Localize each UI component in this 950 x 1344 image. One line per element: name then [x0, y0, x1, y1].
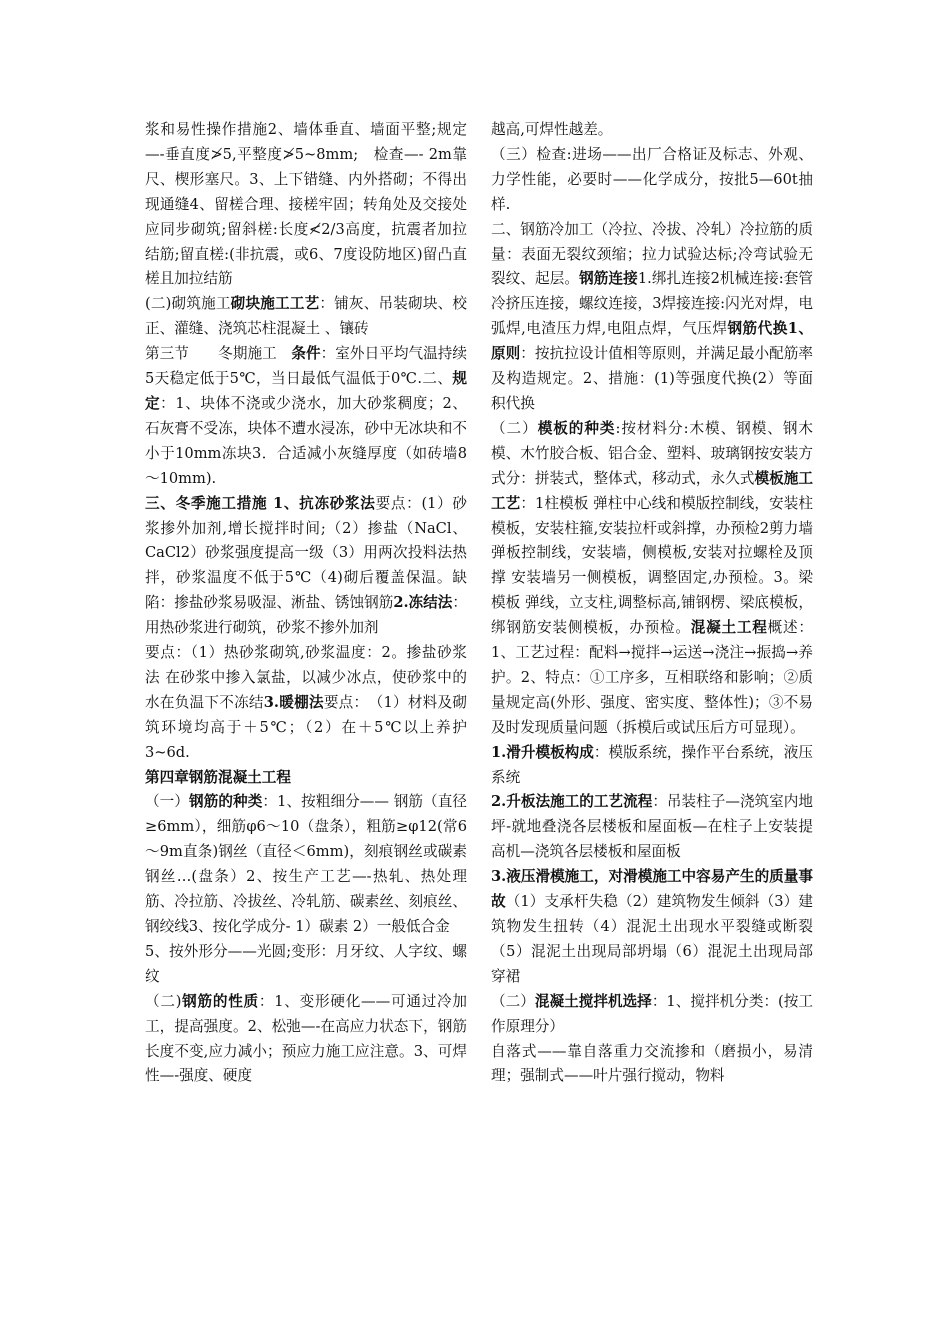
paragraph — [145, 292, 467, 342]
right-text-column — [491, 118, 813, 1089]
paragraph — [491, 741, 813, 791]
body-text: ：用热砂浆进行砌筑，砂浆不掺外加剂 — [145, 594, 467, 637]
body-text: :按材料分:木模、钢模、钢木模、木竹胶合板、铝合金、塑料、玻璃钢按安装方式分：拼装式，整体式，移动式，永久式 — [491, 419, 813, 487]
body-text: （二） — [491, 992, 535, 1010]
bold-heading-text: 2.升板法施工的工艺流程 — [491, 793, 653, 811]
paragraph — [491, 143, 813, 218]
paragraph — [145, 990, 467, 1090]
bold-heading-text: 砌块施工工艺 — [230, 295, 320, 313]
body-text: 概述：1、工艺过程：配料→搅拌→运送→浇注→振捣→养护。2、特点：①工序多，互相联络和影响；②质量规定高(外形、强度、密实度、整体性)；③不易及时发现质量问题（拆模后或试压后方可显现）。 — [491, 619, 813, 736]
bold-heading-text: 三、冬季施工措施 1、抗冻砂浆法 — [145, 494, 376, 512]
paragraph — [145, 790, 467, 939]
body-text: （二) — [145, 992, 182, 1010]
body-text: ：1、搅拌机分类：(按工作原理分） — [491, 992, 813, 1035]
bold-heading-text: 条件 — [291, 345, 321, 363]
bold-heading-text: 3.液压滑模施工，对滑模施工中容易产生的质量事故 — [491, 868, 813, 911]
body-text: 要点：（1）热砂浆砌筑,砂浆温度：2。掺盐砂浆法 在砂浆中掺入氯盐，以减少冰点，使砂浆中的水在负温下不冻结 — [145, 644, 467, 711]
bold-heading-text: 钢筋代换1、原则 — [491, 320, 814, 363]
bold-heading-text: 混凝土搅拌机选择 — [534, 992, 652, 1010]
bold-heading-text: 2.冻结法 — [393, 594, 453, 612]
bold-heading-text: 第四章钢筋混凝土工程 — [145, 768, 291, 786]
body-text: （一） — [145, 793, 190, 811]
body-text: ：吊装柱子—浇筑室内地坪-就地叠浇各层楼板和屋面板—在柱子上安装提高机—浇筑各层楼板和屋面板 — [491, 793, 813, 861]
paragraph — [491, 1040, 813, 1090]
body-text: 越高,可焊性越差。 — [491, 121, 613, 138]
body-text: 二、钢筋冷加工（冷拉、冷拔、冷轧）冷拉筋的质量：表面无裂纹颈缩；拉力试验达标;冷弯试验无裂纹、起层。 — [491, 220, 813, 288]
body-text: 第三节 冬期施工 — [145, 345, 292, 363]
body-text: 1.绑扎连接2机械连接:套管冷挤压连接，螺纹连接，3焊接连接:闪光对焊，电弧焊,电渣压力焊,电阻点焊，气压焊 — [491, 270, 813, 338]
paragraph — [491, 990, 813, 1040]
bold-heading-text: 3.暖棚法 — [263, 693, 324, 711]
body-text: （1）支承杆失稳（2）建筑物发生倾斜（3）建筑物发生扭转（4）混泥土出现水平裂缝或断裂（5）混泥土出现局部坍塌（6）混泥土出现局部穿裙 — [491, 893, 813, 985]
body-text: 自落式——靠自落重力交流掺和（磨损小，易清理；强制式——叶片强行搅动，物料 — [491, 1042, 813, 1085]
body-text: ：1、块体不浇或少浇水，加大砂浆稠度；2、石灰膏不受冻，块体不遭水浸冻，砂中无冰块和不小于10mm冻块3．合适减小灰缝厚度（如砖墙8～10mm). — [145, 394, 467, 487]
paragraph — [491, 218, 813, 417]
paragraph — [145, 766, 467, 791]
bold-heading-text: 模板的种类 — [537, 419, 616, 437]
body-text: ：1、按粗细分—— 钢筋（直径≥6mm），细筋φ6～10（盘条），粗筋≥φ12(常6～9m直条)钢丝（直径＜6mm)，刻痕钢丝或碳素钢丝…(盘条）2、按生产工艺—-热轧、热处理筋、冷拉筋、冷拔丝、冷轧筋、碳素丝、刻痕丝、钢绞线3、按化学成分- 1）碳素 2）一般低合金 — [145, 793, 467, 935]
bold-heading-text: 混凝土工程 — [690, 619, 768, 637]
bold-heading-text: 钢筋连接 — [579, 270, 638, 288]
paragraph — [145, 342, 467, 491]
paragraph — [491, 118, 813, 143]
body-text: 要点： （1）材料及砌筑环境均高于＋5℃；（2）在＋5℃以上养护3~6d. — [145, 693, 467, 761]
bold-heading-text: 钢筋的种类 — [189, 793, 263, 811]
bold-heading-text: 模板施工工艺 — [491, 469, 813, 512]
bold-heading-text: 1.滑升模板构成 — [491, 743, 594, 761]
paragraph — [491, 865, 813, 990]
body-text: ：1柱模板 弹柱中心线和模版控制线，安装柱模板，安装柱箍,安装拉杆或斜撑，办预检2剪力墙弹板控制线，安装墙，侧模板,安装对拉螺栓及顶撑 安装墙另一侧模板，调整固定,办预检。3。梁模板 弹线，立支柱,调整标高,铺钢楞、梁底模板，绑钢筋安装侧模板，办预检。 — [491, 494, 813, 637]
body-text: ：模版系统，操作平台系统，液压系统 — [491, 743, 813, 786]
body-text: ：1、变形硬化——可通过冷加工，提高强度。2、松弛—-在高应力状态下，钢筋长度不变,应力减小；预应力施工应注意。3、可焊性—-强度、硬度 — [145, 992, 467, 1085]
paragraph — [491, 790, 813, 865]
paragraph — [145, 940, 467, 990]
body-text: 5、按外形分——光圆;变形：月牙纹、人字纹、螺纹 — [145, 942, 467, 985]
paragraph — [491, 417, 813, 741]
paragraph — [145, 641, 467, 766]
body-text: ：铺灰、吊装砌块、校正、灌缝、浇筑芯柱混凝土 、镶砖 — [145, 295, 467, 338]
paragraph — [145, 492, 467, 641]
body-text: ：室外日平均气温持续5天稳定低于5℃，当日最低气温低于0℃.二、 — [145, 345, 467, 388]
left-text-column — [145, 118, 467, 1089]
body-text: （三）检查:进场——出厂合格证及标志、外观、力学性能，必要时——化学成分，按批5—60t抽样. — [491, 145, 813, 213]
body-text: 浆和易性操作措施2、墙体垂直、墙面平整;规定—-垂直度≯5,平整度≯5~8mm; 检查—- 2m靠尺、楔形塞尺。3、上下错缝、内外搭砌；不得出现通缝4、留槎合理、接槎牢固；转角处及交接处应同步砌筑;留斜槎:长度≮2/3高度，抗震者加拉结筋;留直槎:(非抗震，或6、7度设防地区)留凸直槎且加拉结筋 — [145, 121, 467, 288]
body-text: （二） — [491, 419, 538, 437]
body-text: 要点：(1）砂浆掺外加剂,增长搅拌时间;（2）掺盐（NaCl、CaCl2）砂浆强度提高一级（3）用两次投料法热拌，砂浆温度不低于5℃（4)砌后覆盖保温。缺陷：掺盐砂浆易吸湿、淅盐、锈蚀钢筋 — [145, 494, 467, 612]
bold-heading-text: 钢筋的性质 — [181, 992, 259, 1010]
body-text: (二)砌筑施工 — [145, 295, 231, 313]
bold-heading-text: 规定 — [145, 370, 467, 412]
paragraph — [145, 118, 467, 292]
body-text: ：按抗拉设计值相等原则，并满足最小配筋率及构造规定。2、措施：(1)等强度代换(2）等面积代换 — [491, 345, 813, 412]
